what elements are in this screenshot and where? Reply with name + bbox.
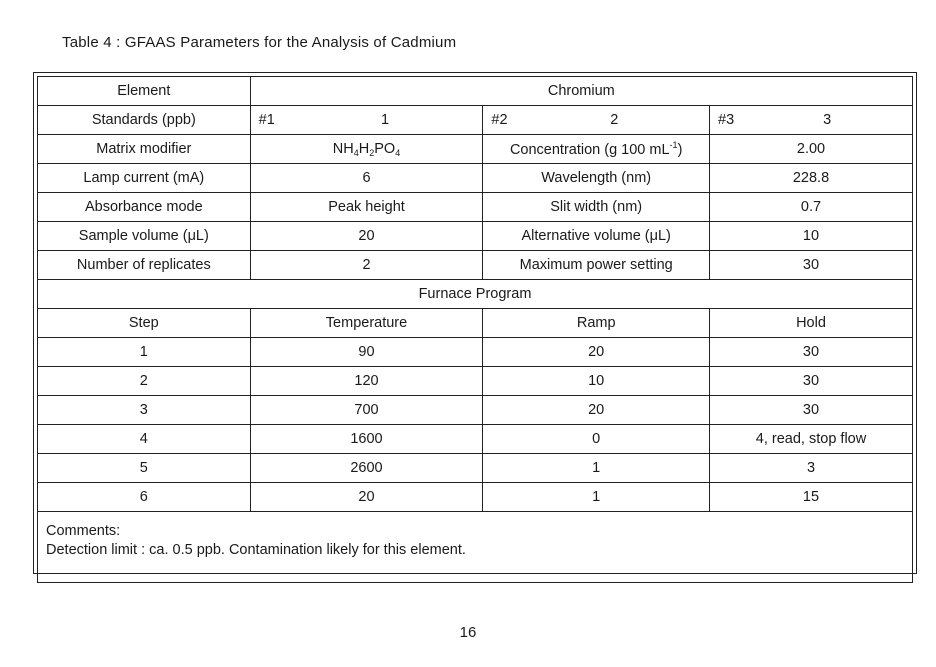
matrix-label: Matrix modifier [38, 135, 251, 164]
matrix-formula: $NH_4H_2PO_4$ [250, 135, 483, 164]
ramp-cell: 0 [483, 425, 710, 454]
table-row [38, 425, 913, 454]
table-row [38, 367, 913, 396]
param-value-2: 10 [710, 222, 913, 251]
col-header-ramp: Ramp [483, 309, 710, 338]
param-value-2: 228.8 [710, 164, 913, 193]
element-row [38, 77, 913, 106]
temperature-cell: 20 [250, 483, 483, 512]
param-row [38, 251, 913, 280]
comments-cell [38, 512, 913, 583]
step-cell: 6 [38, 483, 251, 512]
parameters-table-frame [33, 72, 917, 574]
step-cell: 4 [38, 425, 251, 454]
hold-cell: 15 [710, 483, 913, 512]
param-row [38, 164, 913, 193]
temperature-cell: 120 [250, 367, 483, 396]
comments-row [38, 512, 913, 583]
param-label-2: Wavelength (nm) [483, 164, 710, 193]
standard-2-cell [483, 106, 710, 135]
hold-cell: 3 [710, 454, 913, 483]
concentration-value: 2.00 [710, 135, 913, 164]
table-row [38, 396, 913, 425]
table-row [38, 454, 913, 483]
col-header-step: Step [38, 309, 251, 338]
element-value: Chromium [250, 77, 912, 106]
table-row [38, 338, 913, 367]
temperature-cell: 1600 [250, 425, 483, 454]
ramp-cell: 10 [483, 367, 710, 396]
concentration-label: Concentration (g 100 $mL^{-1}$) [483, 135, 710, 164]
gfaas-parameters-table [37, 76, 913, 583]
temperature-cell: 2600 [250, 454, 483, 483]
table-row [38, 483, 913, 512]
param-label: Sample volume (μL) [38, 222, 251, 251]
ramp-cell: 1 [483, 454, 710, 483]
param-value: 6 [250, 164, 483, 193]
param-row [38, 222, 913, 251]
param-value-2: 0.7 [710, 193, 913, 222]
standards-row [38, 106, 913, 135]
step-cell: 5 [38, 454, 251, 483]
param-value: 20 [250, 222, 483, 251]
param-label: Absorbance mode [38, 193, 251, 222]
furnace-program-title: Furnace Program [38, 280, 913, 309]
temperature-cell: 90 [250, 338, 483, 367]
ramp-cell: 1 [483, 483, 710, 512]
standard-1-tag: #1 [258, 112, 275, 128]
furnace-title-row [38, 280, 913, 309]
step-cell: 2 [38, 367, 251, 396]
standard-2-value: 2 [610, 112, 619, 128]
ramp-cell: 20 [483, 338, 710, 367]
param-label: Lamp current (mA) [38, 164, 251, 193]
hold-cell: 30 [710, 367, 913, 396]
step-cell: 1 [38, 338, 251, 367]
standards-label: Standards (ppb) [38, 106, 251, 135]
furnace-header-row [38, 309, 913, 338]
param-label-2: Slit width (nm) [483, 193, 710, 222]
standard-1-value: 1 [380, 112, 390, 128]
ramp-cell: 20 [483, 396, 710, 425]
page-number: 16 [459, 624, 477, 641]
param-label-2: Maximum power setting [483, 251, 710, 280]
param-label: Number of replicates [38, 251, 251, 280]
param-value-2: 30 [710, 251, 913, 280]
hold-cell: 30 [710, 338, 913, 367]
param-row [38, 193, 913, 222]
standard-3-cell [710, 106, 913, 135]
step-cell: 3 [38, 396, 251, 425]
standard-3-value: 3 [823, 112, 832, 128]
comments-text: Detection limit : ca. 0.5 ppb. Contamination likely for this element. [46, 542, 466, 558]
comments-title: Comments: [46, 523, 121, 539]
standard-2-tag: #2 [491, 112, 508, 128]
standard-3-tag: #3 [718, 112, 735, 128]
param-label-2: Alternative volume (μL) [483, 222, 710, 251]
hold-cell: 30 [710, 396, 913, 425]
temperature-cell: 700 [250, 396, 483, 425]
col-header-temperature: Temperature [250, 309, 483, 338]
param-value: Peak height [250, 193, 483, 222]
param-value: 2 [250, 251, 483, 280]
table-caption: Table 4 : GFAAS Parameters for the Analysis of Cadmium [62, 34, 457, 51]
matrix-row [38, 135, 913, 164]
element-label: Element [38, 77, 251, 106]
standard-1-cell [250, 106, 483, 135]
col-header-hold: Hold [710, 309, 913, 338]
hold-cell: 4, read, stop flow [710, 425, 913, 454]
